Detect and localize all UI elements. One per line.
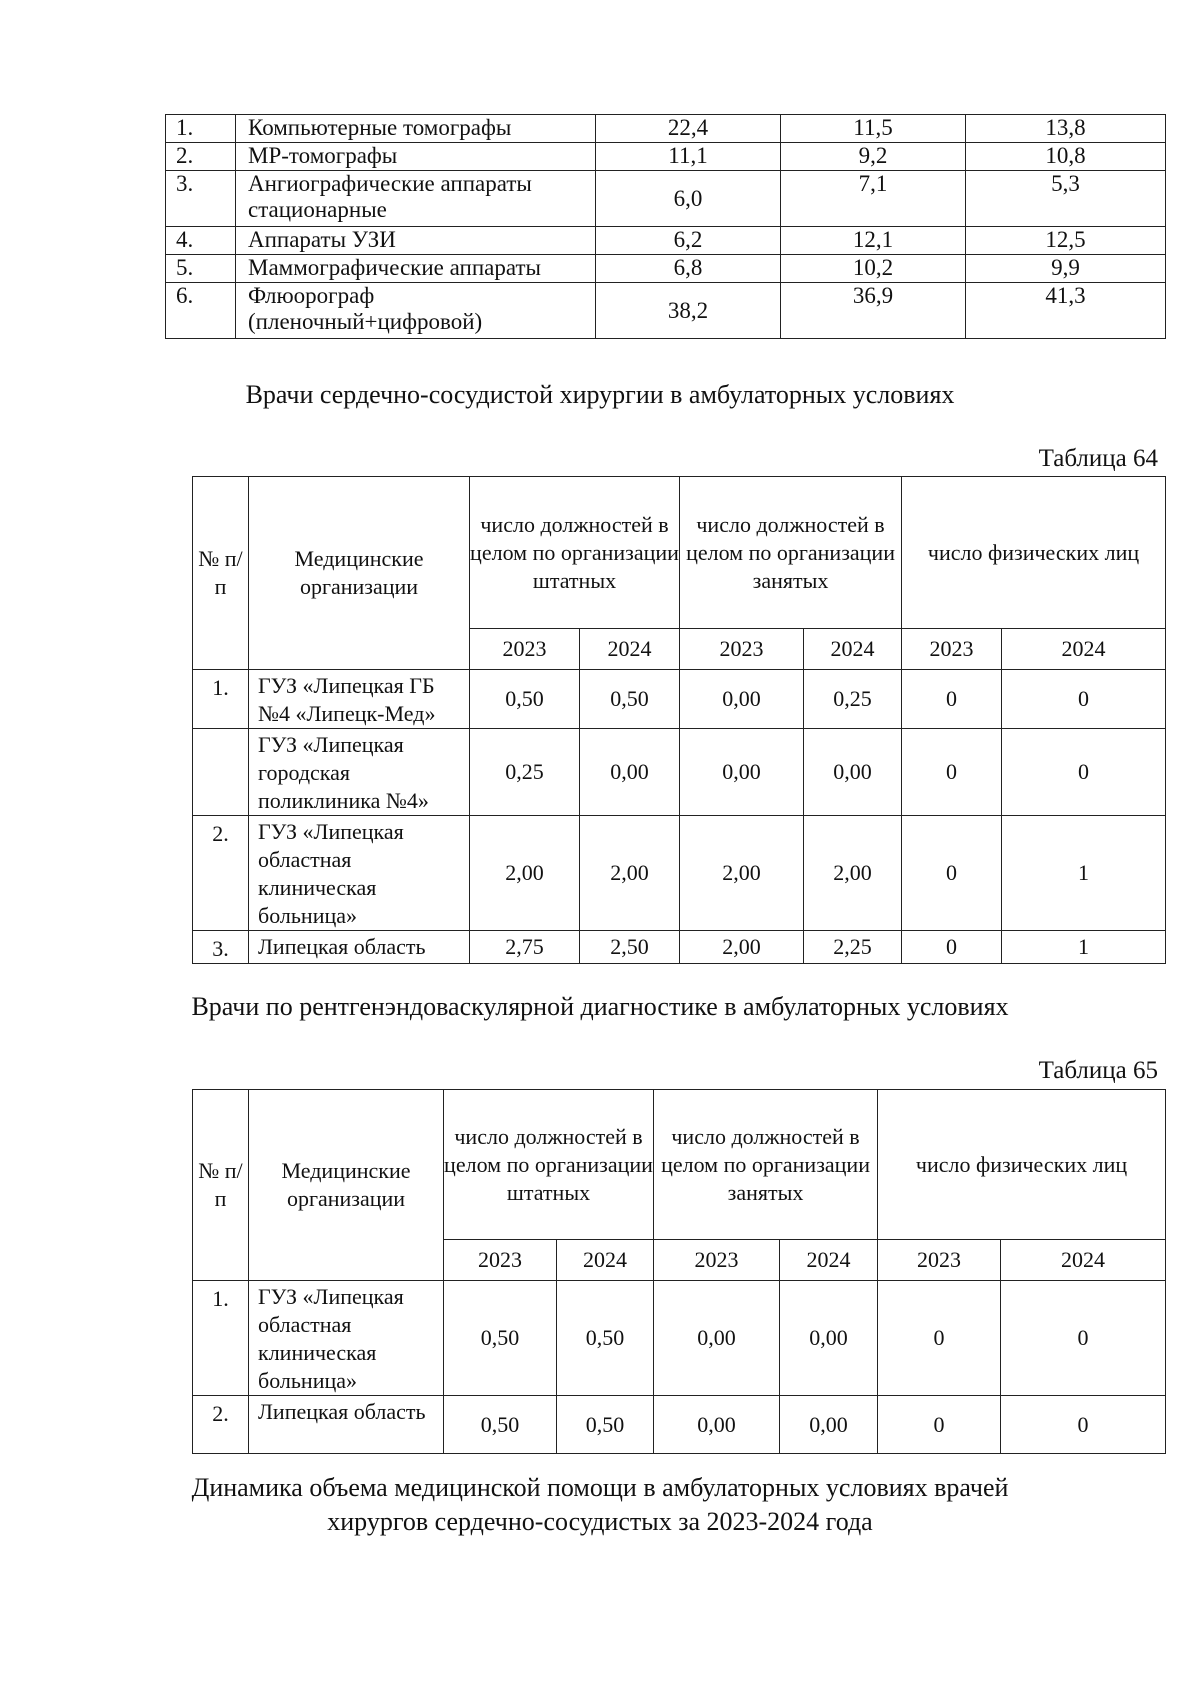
value-cell: 0,50	[444, 1281, 557, 1396]
table-row	[193, 1281, 1166, 1396]
value-cell: 0,25	[470, 729, 580, 816]
equipment-table	[165, 114, 1166, 339]
row-number: 5.	[166, 255, 236, 283]
row-number: 1.	[193, 670, 249, 729]
value-cell: 0	[878, 1281, 1001, 1396]
row-number: 1.	[166, 115, 236, 143]
org-name: ГУЗ «Липецкая городская поликлиника №4»	[249, 729, 470, 816]
table-row	[193, 816, 1166, 931]
row-number: 2.	[193, 816, 249, 931]
value-cell: 7,1	[781, 171, 966, 227]
year-cell: 2024	[1002, 629, 1166, 670]
table-caption: Таблица 65	[1038, 1057, 1158, 1084]
table-row	[166, 115, 1166, 143]
header-occupied: число должностей в целом по организации занятых	[654, 1090, 878, 1240]
value-cell: 0	[1002, 729, 1166, 816]
value-cell: 2,00	[680, 816, 804, 931]
value-cell: 12,5	[966, 227, 1166, 255]
header-row	[193, 477, 1166, 629]
equipment-name: МР-томографы	[236, 143, 596, 171]
value-cell: 12,1	[781, 227, 966, 255]
value-cell: 2,75	[470, 931, 580, 964]
value-cell: 13,8	[966, 115, 1166, 143]
value-cell: 0,00	[680, 670, 804, 729]
value-cell: 0,00	[780, 1281, 878, 1396]
table-row	[166, 143, 1166, 171]
value-cell: 6,0	[596, 171, 781, 227]
header-staff: число должностей в целом по организации штатных	[444, 1090, 654, 1240]
year-cell: 2024	[557, 1240, 654, 1281]
table-row	[193, 931, 1166, 964]
value-cell: 0	[1001, 1396, 1166, 1454]
value-cell: 38,2	[596, 283, 781, 339]
org-name: ГУЗ «Липецкая областная клиническая больница»	[249, 816, 470, 931]
table-row	[193, 670, 1166, 729]
header-occupied: число должностей в целом по организации занятых	[680, 477, 902, 629]
table-row	[166, 255, 1166, 283]
year-cell: 2023	[470, 629, 580, 670]
table-caption: Таблица 64	[1038, 445, 1158, 472]
value-cell: 0	[878, 1396, 1001, 1454]
table-row	[166, 283, 1166, 339]
final-heading-line: хирургов сердечно-сосудистых за 2023-2024 года	[327, 1507, 873, 1536]
value-cell: 6,2	[596, 227, 781, 255]
value-cell: 0,50	[444, 1396, 557, 1454]
org-name: Липецкая область	[249, 931, 470, 964]
header-num: № п/п	[193, 477, 249, 670]
row-number: 3.	[166, 171, 236, 227]
table-row	[166, 171, 1166, 227]
value-cell: 9,2	[781, 143, 966, 171]
value-cell: 0	[1002, 670, 1166, 729]
section-heading: Врачи по рентгенэндоваскулярной диагностике в амбулаторных условиях	[191, 992, 1009, 1021]
org-name: ГУЗ «Липецкая ГБ №4 «Липецк-Мед»	[249, 670, 470, 729]
value-cell: 0,50	[557, 1281, 654, 1396]
year-cell: 2024	[780, 1240, 878, 1281]
header-org: Медицинские организации	[249, 477, 470, 670]
value-cell: 0	[902, 729, 1002, 816]
year-cell: 2024	[1001, 1240, 1166, 1281]
equipment-name: Аппараты УЗИ	[236, 227, 596, 255]
row-number	[193, 729, 249, 816]
header-org: Медицинские организации	[249, 1090, 444, 1281]
row-number: 6.	[166, 283, 236, 339]
org-name: ГУЗ «Липецкая областная клиническая больница»	[249, 1281, 444, 1396]
year-cell: 2024	[804, 629, 902, 670]
header-row	[193, 1090, 1166, 1240]
table-65	[192, 1089, 1166, 1454]
value-cell: 0	[902, 931, 1002, 964]
value-cell: 0	[902, 670, 1002, 729]
value-cell: 0,00	[804, 729, 902, 816]
final-heading-line: Динамика объема медицинской помощи в амбулаторных условиях врачей	[191, 1473, 1009, 1502]
table-row	[193, 729, 1166, 816]
value-cell: 10,8	[966, 143, 1166, 171]
value-cell: 0,50	[470, 670, 580, 729]
section-heading: Врачи сердечно-сосудистой хирургии в амбулаторных условиях	[245, 380, 955, 409]
value-cell: 2,00	[580, 816, 680, 931]
value-cell: 36,9	[781, 283, 966, 339]
value-cell: 11,5	[781, 115, 966, 143]
header-staff: число должностей в целом по организации штатных	[470, 477, 680, 629]
row-number: 1.	[193, 1281, 249, 1396]
year-cell: 2023	[878, 1240, 1001, 1281]
value-cell: 2,00	[470, 816, 580, 931]
value-cell: 2,25	[804, 931, 902, 964]
value-cell: 9,9	[966, 255, 1166, 283]
row-number: 2.	[166, 143, 236, 171]
value-cell: 2,00	[804, 816, 902, 931]
value-cell: 10,2	[781, 255, 966, 283]
value-cell: 0	[902, 816, 1002, 931]
year-cell: 2023	[680, 629, 804, 670]
value-cell: 5,3	[966, 171, 1166, 227]
year-cell: 2023	[444, 1240, 557, 1281]
value-cell: 2,00	[680, 931, 804, 964]
value-cell: 11,1	[596, 143, 781, 171]
row-number: 3.	[193, 931, 249, 964]
value-cell: 0,00	[780, 1396, 878, 1454]
equipment-name: Ангиографические аппараты стационарные	[236, 171, 596, 227]
value-cell: 6,8	[596, 255, 781, 283]
header-persons: число физических лиц	[878, 1090, 1166, 1240]
value-cell: 1	[1002, 931, 1166, 964]
value-cell: 0	[1001, 1281, 1166, 1396]
equipment-name: Флюорограф (пленочный+цифровой)	[236, 283, 596, 339]
header-num: № п/п	[193, 1090, 249, 1281]
org-name: Липецкая область	[249, 1396, 444, 1454]
equipment-name: Компьютерные томографы	[236, 115, 596, 143]
value-cell: 0,50	[580, 670, 680, 729]
row-number: 4.	[166, 227, 236, 255]
table-row	[166, 227, 1166, 255]
equipment-name: Маммографические аппараты	[236, 255, 596, 283]
value-cell: 0,25	[804, 670, 902, 729]
section-heading-final	[0, 1471, 1200, 1539]
table-64	[192, 476, 1166, 964]
row-number: 2.	[193, 1396, 249, 1454]
value-cell: 0,00	[580, 729, 680, 816]
value-cell: 0,00	[654, 1396, 780, 1454]
value-cell: 1	[1002, 816, 1166, 931]
value-cell: 41,3	[966, 283, 1166, 339]
value-cell: 0,00	[680, 729, 804, 816]
header-persons: число физических лиц	[902, 477, 1166, 629]
year-cell: 2023	[654, 1240, 780, 1281]
value-cell: 22,4	[596, 115, 781, 143]
value-cell: 0,50	[557, 1396, 654, 1454]
value-cell: 2,50	[580, 931, 680, 964]
year-cell: 2023	[902, 629, 1002, 670]
table-row	[193, 1396, 1166, 1454]
year-cell: 2024	[580, 629, 680, 670]
value-cell: 0,00	[654, 1281, 780, 1396]
